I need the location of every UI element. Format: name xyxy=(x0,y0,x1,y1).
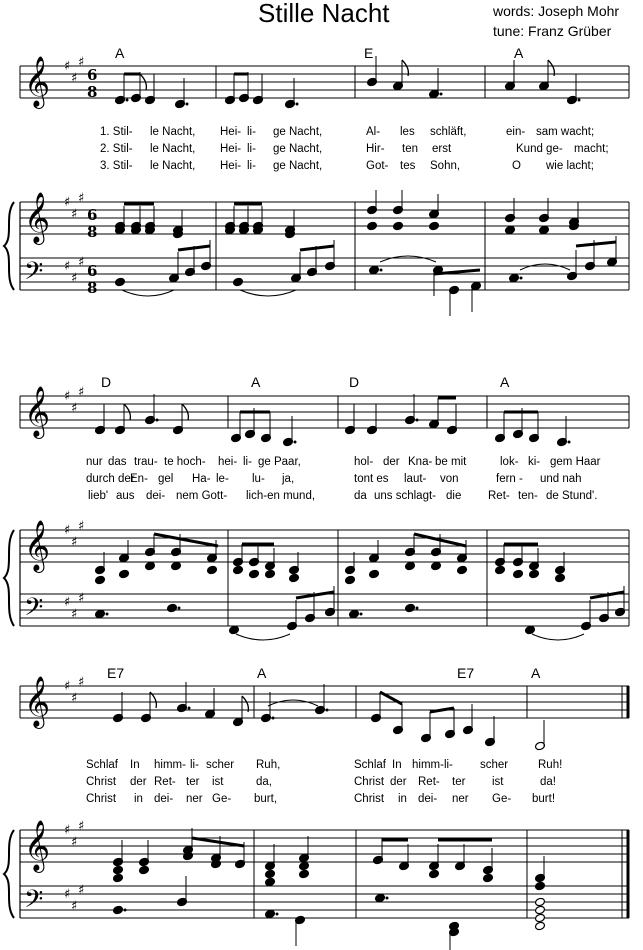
lyric-syllable: Ret- xyxy=(418,776,440,788)
key-signature-sharp: ♯ xyxy=(64,823,71,838)
key-signature-sharp: ♯ xyxy=(71,401,78,416)
augmentation-dot xyxy=(416,607,419,610)
lyric-syllable: Kund ge- xyxy=(516,143,563,155)
note-head xyxy=(113,873,124,883)
lyric-syllable: ki- xyxy=(528,456,541,468)
lyric-syllable: Hir- xyxy=(366,143,385,155)
key-signature-sharp: ♯ xyxy=(71,899,78,914)
key-signature-sharp: ♯ xyxy=(78,191,85,206)
note-head xyxy=(375,893,386,903)
lyric-syllable: in xyxy=(134,793,143,805)
augmentation-dot xyxy=(186,103,189,106)
augmentation-dot xyxy=(156,419,159,422)
lyric-syllable: Ret- xyxy=(154,776,176,788)
key-signature-sharp: ♯ xyxy=(71,271,78,286)
lyric-syllable: ter xyxy=(186,776,200,788)
lyric-syllable: In xyxy=(130,759,140,771)
lyric-syllable: Hei- xyxy=(220,143,242,155)
lyric-syllable: les xyxy=(400,126,415,138)
lyric-syllable: Christ xyxy=(354,793,385,805)
key-signature-sharp: ♯ xyxy=(78,385,85,400)
note-head xyxy=(345,575,356,585)
lyric-syllable: te hoch- xyxy=(164,456,206,468)
lyric-syllable: le Nacht, xyxy=(150,160,196,172)
lyric-syllable: da xyxy=(354,490,367,502)
lyric-syllable: gel xyxy=(158,473,174,485)
note-head xyxy=(505,225,516,235)
lyric-syllable: erst xyxy=(432,143,452,155)
lyric-syllable: ist xyxy=(212,776,224,788)
note-head xyxy=(525,625,536,635)
note-head xyxy=(265,569,276,579)
lyric-syllable: be mit xyxy=(435,456,467,468)
lyric-syllable: ein- xyxy=(506,126,526,138)
note-head xyxy=(139,865,150,875)
lyric-syllable: ten- xyxy=(518,490,538,502)
lyric-syllable: le Nacht, xyxy=(150,126,196,138)
lyric-syllable: Sohn, xyxy=(430,160,461,172)
time-signature-top: 6 xyxy=(87,206,98,224)
lyric-syllable: ge Nacht, xyxy=(273,126,323,138)
lyric-syllable: laut- xyxy=(404,473,427,485)
note-head xyxy=(207,565,218,575)
lyric-syllable: lok- xyxy=(500,456,519,468)
beam xyxy=(300,246,334,250)
beam xyxy=(154,534,218,546)
note-head xyxy=(535,921,546,931)
note-head xyxy=(509,273,520,283)
augmentation-dot xyxy=(178,607,181,610)
lyric-syllable: der xyxy=(383,456,400,468)
augmentation-dot xyxy=(188,707,191,710)
lyric-syllable: Kna- xyxy=(408,456,433,468)
key-signature-sharp: ♯ xyxy=(71,535,78,550)
chord-symbol: E xyxy=(364,45,374,61)
note-head xyxy=(369,569,380,579)
chord-symbol: A xyxy=(500,374,510,390)
lyrics-system-2 xyxy=(86,456,601,502)
augmentation-dot xyxy=(276,913,279,916)
tie-slur xyxy=(240,290,296,296)
augmentation-dot xyxy=(106,613,109,616)
note-head xyxy=(483,873,494,883)
note-head xyxy=(393,221,404,231)
lyric-syllable: hol- xyxy=(354,456,374,468)
chord-symbol: A xyxy=(251,374,261,390)
key-signature-sharp: ♯ xyxy=(78,675,85,690)
lyric-syllable: le- xyxy=(216,473,229,485)
notation-layer xyxy=(4,55,629,950)
note-head xyxy=(535,897,546,907)
lyric-syllable: Ge- xyxy=(212,793,232,805)
time-signature-bottom: 8 xyxy=(87,223,98,241)
note-head xyxy=(555,573,566,583)
note-head xyxy=(299,869,310,879)
lyric-syllable: Christ xyxy=(354,776,385,788)
time-signature-bottom: 8 xyxy=(87,279,98,297)
tie-slur xyxy=(236,634,290,640)
lyrics-system-1 xyxy=(100,126,609,172)
beam xyxy=(178,246,210,250)
note-head xyxy=(265,909,276,919)
note-head xyxy=(429,869,440,879)
chord-symbol: D xyxy=(101,374,112,390)
augmentation-dot xyxy=(568,441,571,444)
lyric-syllable: scher xyxy=(480,759,509,771)
key-signature-sharp: ♯ xyxy=(71,835,78,850)
note-head xyxy=(289,573,300,583)
note-head xyxy=(119,569,130,579)
lyric-syllable: himm- xyxy=(154,759,186,771)
lyric-syllable: li- xyxy=(247,143,256,155)
note-head xyxy=(405,603,416,613)
note-head xyxy=(265,877,276,887)
treble-clef-icon: 𝄞 xyxy=(24,386,51,437)
beam xyxy=(296,592,334,598)
lyric-syllable: hei- xyxy=(218,456,238,468)
lyric-syllable: ge Nacht, xyxy=(273,160,323,172)
lyric-syllable: himm-li- xyxy=(412,759,453,771)
key-signature-sharp: ♯ xyxy=(64,195,71,210)
augmentation-dot xyxy=(578,99,581,102)
lyric-syllable: ter xyxy=(452,776,466,788)
key-signature-sharp: ♯ xyxy=(64,679,71,694)
time-signature-top: 6 xyxy=(87,66,98,84)
note-head xyxy=(495,565,506,575)
lyric-syllable: li- xyxy=(247,126,256,138)
lyric-syllable: Schlaf xyxy=(86,759,118,771)
lyric-syllable: dei- xyxy=(418,793,438,805)
augmentation-dot xyxy=(294,441,297,444)
grand-staff-brace xyxy=(4,830,14,918)
chord-symbol: A xyxy=(257,665,267,681)
lyric-syllable: Ha- xyxy=(192,473,211,485)
note-head xyxy=(367,221,378,231)
lyric-syllable: durch der xyxy=(86,473,135,485)
key-signature-sharp: ♯ xyxy=(78,519,85,534)
note-head xyxy=(113,905,124,915)
lyric-syllable: En- xyxy=(130,473,148,485)
key-signature-sharp: ♯ xyxy=(71,691,78,706)
tie-slur xyxy=(122,290,174,296)
lyric-syllable: Ruh! xyxy=(538,759,563,771)
note-head xyxy=(535,905,546,915)
lyric-syllable: 2. Stil- xyxy=(100,143,133,155)
lyric-syllable: li- xyxy=(243,456,252,468)
note-head xyxy=(457,565,468,575)
lyric-syllable: Schlaf xyxy=(354,759,386,771)
lyric-syllable: gem Haar xyxy=(550,456,601,468)
note-head xyxy=(535,913,546,923)
lyric-syllable: 1. Stil- xyxy=(100,126,133,138)
lyric-syllable: da, xyxy=(256,776,272,788)
lyric-syllable: In xyxy=(392,759,402,771)
lyric-syllable: burt, xyxy=(254,793,278,805)
lyric-syllable: burt! xyxy=(532,793,556,805)
augmentation-dot xyxy=(440,93,443,96)
augmentation-dot xyxy=(126,99,129,102)
lyric-syllable: Al- xyxy=(366,126,381,138)
bass-clef-icon: 𝄢 xyxy=(24,593,44,628)
chord-symbol: E7 xyxy=(457,665,475,681)
lyric-syllable: de Stund'. xyxy=(546,490,598,502)
lyric-syllable: Hei- xyxy=(220,160,242,172)
augmentation-dot xyxy=(380,269,383,272)
note-head xyxy=(229,625,240,635)
note-head xyxy=(233,565,244,575)
note-head xyxy=(145,561,156,571)
key-signature-sharp: ♯ xyxy=(64,389,71,404)
lyric-syllable: Ret- xyxy=(488,490,510,502)
lyric-syllable: lieb' xyxy=(88,490,109,502)
augmentation-dot xyxy=(416,419,419,422)
lyric-syllable: Christ xyxy=(86,793,117,805)
lyric-syllable: Christ xyxy=(86,776,117,788)
note-head xyxy=(535,881,546,891)
chord-symbol: E7 xyxy=(107,665,125,681)
note-head xyxy=(429,221,440,231)
note-head xyxy=(431,561,442,571)
tie-slur xyxy=(520,264,570,270)
augmentation-dot xyxy=(360,613,363,616)
key-signature-sharp: ♯ xyxy=(64,259,71,274)
key-signature-sharp: ♯ xyxy=(64,523,71,538)
augmentation-dot xyxy=(296,103,299,106)
augmentation-dot xyxy=(386,897,389,900)
lyric-syllable: in xyxy=(398,793,407,805)
lyric-syllable: wie lacht; xyxy=(546,160,594,172)
key-signature-sharp: ♯ xyxy=(71,207,78,222)
lyric-syllable: dei- xyxy=(146,490,166,502)
note-head xyxy=(265,869,276,879)
note-head xyxy=(405,561,416,571)
treble-clef-icon: 𝄞 xyxy=(24,56,51,107)
lyric-syllable: und nah xyxy=(540,473,582,485)
treble-clef-icon: 𝄞 xyxy=(24,676,51,727)
lyric-syllable: 3. Stil- xyxy=(100,160,133,172)
beam xyxy=(590,592,624,598)
lyrics-system-3 xyxy=(86,759,562,805)
tune-credit: tune: Franz Grüber xyxy=(493,23,612,39)
augmentation-dot xyxy=(124,909,127,912)
lyric-syllable: da! xyxy=(540,776,556,788)
lyric-syllable: tont es xyxy=(354,473,389,485)
treble-clef-icon: 𝄞 xyxy=(24,520,51,571)
lyric-syllable: ten xyxy=(402,143,418,155)
key-signature-sharp: ♯ xyxy=(64,595,71,610)
lyric-syllable: ner xyxy=(452,793,469,805)
key-signature-sharp: ♯ xyxy=(78,55,85,70)
time-signature-top: 6 xyxy=(87,262,98,280)
lyric-syllable: der xyxy=(130,776,147,788)
lyric-syllable: li- xyxy=(247,160,256,172)
chord-symbol: A xyxy=(514,45,524,61)
lyric-syllable: ge Paar, xyxy=(258,456,301,468)
lyric-syllable: uns schlagt- xyxy=(374,490,437,502)
beam xyxy=(576,242,616,246)
lyric-syllable: Ruh, xyxy=(256,759,281,771)
key-signature-sharp: ♯ xyxy=(71,71,78,86)
note-head xyxy=(349,609,360,619)
note-head xyxy=(513,569,524,579)
lyric-syllable: Got- xyxy=(366,160,389,172)
lyric-syllable: lu- xyxy=(252,473,265,485)
lyric-syllable: li- xyxy=(190,759,199,771)
lyric-syllable: tes xyxy=(400,160,416,172)
lyric-syllable: sam wacht; xyxy=(536,126,595,138)
lyric-syllable: lich-en mund, xyxy=(246,490,316,502)
lyric-syllable: Hei- xyxy=(220,126,242,138)
chord-symbol: A xyxy=(115,45,125,61)
lyric-syllable: macht; xyxy=(574,143,609,155)
tie-slur xyxy=(532,634,584,640)
lyric-syllable: fern - xyxy=(496,473,523,485)
lyric-syllable: le Nacht, xyxy=(150,143,196,155)
lyric-syllable: ner xyxy=(186,793,203,805)
key-signature-sharp: ♯ xyxy=(78,883,85,898)
lyric-syllable: trau- xyxy=(134,456,158,468)
grand-staff-brace xyxy=(4,530,14,626)
treble-clef-icon: 𝄞 xyxy=(24,820,51,871)
key-signature-sharp: ♯ xyxy=(71,607,78,622)
lyric-syllable: von xyxy=(440,473,459,485)
key-signature-sharp: ♯ xyxy=(64,59,71,74)
note-head xyxy=(539,225,550,235)
note-head xyxy=(95,575,106,585)
note-head xyxy=(249,569,260,579)
lyric-syllable: aus xyxy=(116,490,135,502)
lyric-syllable: nur xyxy=(86,456,103,468)
augmentation-dot xyxy=(272,717,275,720)
chord-symbol: A xyxy=(531,665,541,681)
grand-staff-brace xyxy=(4,202,14,290)
note-head xyxy=(95,609,106,619)
page-title: Stille Nacht xyxy=(258,0,390,28)
note-head xyxy=(167,603,178,613)
lyric-syllable: das xyxy=(108,456,127,468)
lyric-syllable: Ge- xyxy=(492,793,512,805)
beam xyxy=(192,838,244,846)
note-head xyxy=(113,865,124,875)
lyric-syllable: schläft, xyxy=(430,126,467,138)
key-signature-sharp: ♯ xyxy=(78,819,85,834)
chord-symbol: D xyxy=(349,374,360,390)
note-head xyxy=(369,265,380,275)
tie-slur xyxy=(268,700,318,706)
note-head xyxy=(171,561,182,571)
bass-clef-icon: 𝄢 xyxy=(24,257,44,292)
bass-clef-icon: 𝄢 xyxy=(24,885,44,920)
lyric-syllable: O xyxy=(512,160,521,172)
lyric-syllable: der xyxy=(390,776,407,788)
treble-clef-icon: 𝄞 xyxy=(24,192,51,243)
note-head xyxy=(233,277,244,287)
lyric-syllable: scher xyxy=(206,759,235,771)
note-head xyxy=(115,277,126,287)
lyric-syllable: nem Gott- xyxy=(176,490,228,502)
lyric-syllable: die xyxy=(446,490,462,502)
key-signature-sharp: ♯ xyxy=(78,255,85,270)
tie-slur xyxy=(380,256,436,262)
augmentation-dot xyxy=(326,709,329,712)
augmentation-dot xyxy=(520,277,523,280)
beam xyxy=(430,708,454,712)
lyric-syllable: ja, xyxy=(282,473,295,485)
lyric-syllable: dei- xyxy=(154,793,174,805)
lyric-syllable: ist xyxy=(492,776,504,788)
key-signature-sharp: ♯ xyxy=(78,591,85,606)
time-signature-bottom: 8 xyxy=(87,83,98,101)
note-head xyxy=(299,861,310,871)
key-signature-sharp: ♯ xyxy=(64,887,71,902)
words-credit: words: Joseph Mohr xyxy=(493,3,620,19)
note-head xyxy=(529,569,540,579)
lyric-syllable: ge Nacht, xyxy=(273,143,323,155)
